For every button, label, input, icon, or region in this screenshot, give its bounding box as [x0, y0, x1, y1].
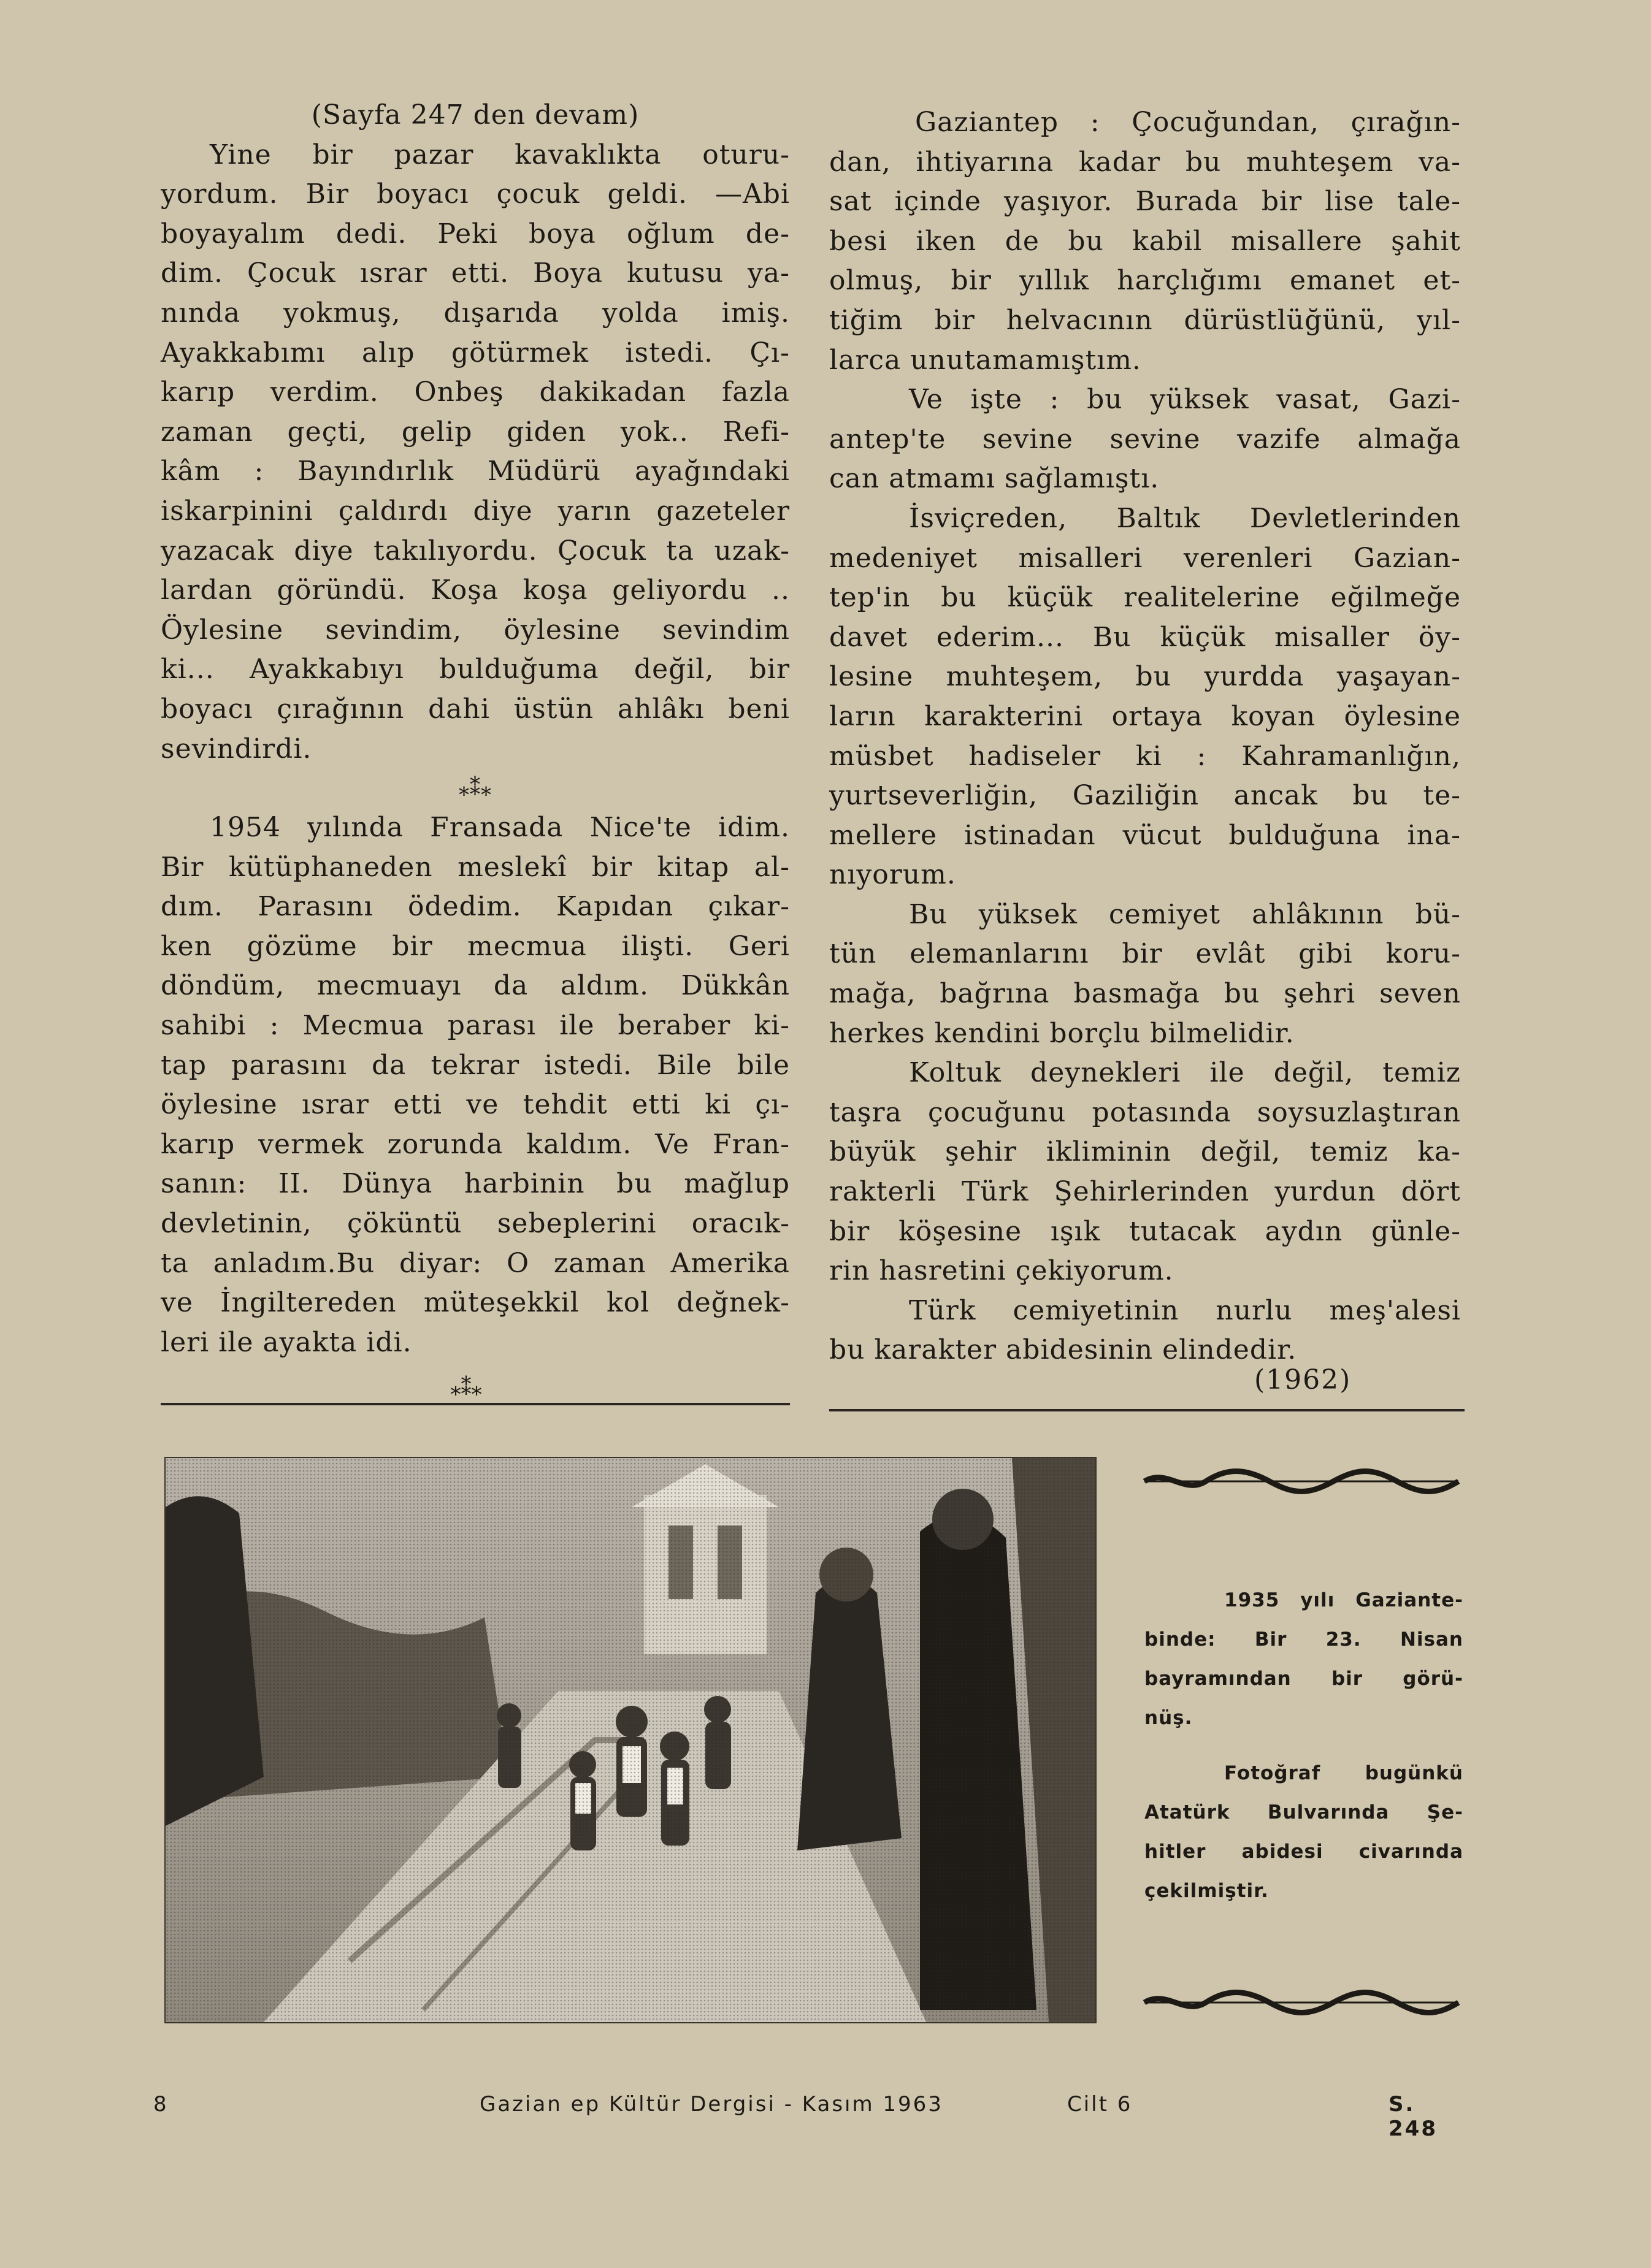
text-line: tün elemanlarını bir evlât gibi koru-: [829, 938, 1461, 970]
text-line: bir köşesine ışık tutacak aydın günle-: [829, 1215, 1461, 1247]
right-column: [829, 103, 1461, 1370]
text-line: yazacak diye takılıyordu. Çocuk ta uzak-: [161, 535, 790, 567]
caption-line: Fotoğraf bugünkü: [1224, 1762, 1463, 1784]
text-line: nında yokmuş, dışarıda yolda imiş.: [161, 297, 790, 329]
right-paragraph-3: [829, 499, 1461, 895]
text-line: yurtseverliğin, Gaziliğin ancak bu te-: [829, 780, 1461, 812]
text-line: mellere istinadan vücut bulduğuna ina-: [829, 819, 1461, 851]
left-paragraph-1: [161, 136, 790, 769]
continued-note: (Sayfa 247 den devam): [311, 99, 640, 131]
photo-illustration: [166, 1458, 1095, 2022]
text-line: lardan göründü. Koşa koşa geliyordu ..: [161, 575, 790, 606]
text-line: Koltuk deynekleri ile değil, temiz: [909, 1057, 1461, 1089]
caption-line: çekilmiştir.: [1144, 1880, 1269, 1902]
right-paragraph-1: [829, 103, 1461, 380]
text-line: ken gözüme bir mecmua ilişti. Geri: [161, 930, 790, 962]
text-line: Gaziantep : Çocuğundan, çırağın-: [915, 107, 1461, 138]
text-line: karıp verdim. Onbeş dakikadan fazla: [161, 376, 790, 408]
right-paragraph-4: [829, 895, 1461, 1053]
text-line: ve İngiltereden müteşekkil kol değnek-: [161, 1287, 790, 1319]
section-separator: ⁎⁑⁎: [459, 776, 492, 801]
left-column: [161, 96, 790, 1362]
text-line: dan, ihtiyarına kadar bu muhteşem va-: [829, 146, 1461, 178]
text-line: boyayalım dedi. Peki boya oğlum de-: [161, 218, 790, 250]
text-line: leri ile ayakta idi.: [161, 1326, 412, 1358]
text-line: ta anladım.Bu diyar: O zaman Amerika: [161, 1247, 790, 1279]
text-line: Bir kütüphaneden meslekî bir kitap al-: [161, 851, 790, 883]
text-line: devletinin, çöküntü sebeplerini oracık-: [161, 1208, 790, 1240]
caption-line: Atatürk Bulvarında Şe-: [1144, 1801, 1463, 1823]
text-line: rin hasretini çekiyorum.: [829, 1255, 1174, 1287]
text-line: sevindirdi.: [161, 733, 312, 765]
text-line: dim. Çocuk ısrar etti. Boya kutusu ya-: [161, 258, 790, 289]
historical-photo: [164, 1457, 1097, 2023]
right-paragraph-6: [829, 1291, 1461, 1370]
journal-title: Gazian ep Kültür Dergisi - Kasım 1963: [480, 2092, 943, 2117]
text-line: lesine muhteşem, bu yurdda yaşayan-: [829, 661, 1461, 693]
text-line: Ayakkabımı alıp götürmek istedi. Çı-: [161, 337, 790, 368]
text-line: müsbet hadiseler ki : Kahramanlığın,: [829, 740, 1461, 772]
text-line: tiğim bir helvacının dürüstlüğünü, yıl-: [829, 304, 1461, 336]
text-line: can atmamı sağlamıştı.: [829, 463, 1160, 495]
text-line: İsviçreden, Baltık Devletlerinden: [909, 502, 1461, 534]
text-line: karıp vermek zorunda kaldım. Ve Fran-: [161, 1128, 790, 1160]
caption-line: nüş.: [1144, 1707, 1193, 1729]
text-line: dım. Parasını ödedim. Kapıdan çıkar-: [161, 891, 790, 923]
text-line: besi iken de bu kabil misallere şahit: [829, 225, 1461, 257]
caption-line: hitler abidesi civarında: [1144, 1841, 1463, 1863]
text-line: ların karakterini ortaya koyan öylesine: [829, 700, 1461, 732]
section-separator-bottom: ⁎⁑⁎: [450, 1376, 482, 1400]
ornament-divider-top: [1142, 1465, 1461, 1497]
page-number: 8: [153, 2092, 169, 2117]
text-line: tap parasını da tekrar istedi. Bile bile: [161, 1049, 790, 1081]
caption-line: 1935 yılı Gaziante-: [1224, 1589, 1463, 1611]
text-line: taşra çocuğunu potasında soysuzlaştıran: [829, 1096, 1461, 1128]
caption-line: bayramından bir görü-: [1144, 1668, 1463, 1690]
article-year: (1962): [1254, 1364, 1352, 1396]
text-line: 1954 yılında Fransada Nice'te idim.: [210, 812, 790, 844]
divider-rule-right: [829, 1409, 1465, 1411]
text-line: davet ederim... Bu küçük misaller öy-: [829, 621, 1461, 653]
text-line: ki... Ayakkabıyı bulduğuma değil, bir: [161, 654, 790, 685]
text-line: medeniyet misalleri verenleri Gazian-: [829, 542, 1461, 574]
page-footer: [153, 2092, 1472, 2141]
text-line: herkes kendini borçlu bilmelidir.: [829, 1017, 1295, 1049]
text-line: tep'in bu küçük realitelerine eğilmeğe: [829, 582, 1461, 614]
photo-caption: [1144, 1581, 1463, 1911]
text-line: sanın: II. Dünya harbinin bu mağlup: [161, 1168, 790, 1200]
text-line: olmuş, bir yıllık harçlığımı emanet et-: [829, 265, 1461, 297]
right-paragraph-2: [829, 380, 1461, 499]
text-line: döndüm, mecmuayı da aldım. Dükkân: [161, 970, 790, 1002]
right-paragraph-5: [829, 1053, 1461, 1291]
text-line: sahibi : Mecmua parası ile beraber ki-: [161, 1010, 790, 1042]
text-line: Yine bir pazar kavaklıkta oturu-: [210, 139, 790, 170]
text-line: Ve işte : bu yüksek vasat, Gazi-: [909, 384, 1461, 416]
text-line: Öylesine sevindim, öylesine sevindim: [161, 614, 790, 646]
text-line: bu karakter abidesinin elindedir.: [829, 1334, 1297, 1366]
text-line: büyük şehir ikliminin değil, temiz ka-: [829, 1136, 1461, 1168]
text-line: nıyorum.: [829, 859, 956, 891]
text-line: yordum. Bir boyacı çocuk geldi. —Abi: [161, 178, 790, 210]
divider-rule-left: [161, 1403, 790, 1405]
text-line: iskarpinini çaldırdı diye yarın gazeteler: [161, 495, 790, 527]
text-line: zaman geçti, gelip giden yok.. Refi-: [161, 416, 790, 448]
left-paragraph-2: [161, 808, 790, 1362]
text-line: boyacı çırağının dahi üstün ahlâkı beni: [161, 693, 790, 725]
caption-line: binde: Bir 23. Nisan: [1144, 1628, 1463, 1651]
text-line: Türk cemiyetinin nurlu meş'alesi: [909, 1294, 1461, 1326]
text-line: öylesine ısrar etti ve tehdit etti ki çı-: [161, 1089, 790, 1121]
volume-label: Cilt 6: [1067, 2092, 1133, 2117]
text-line: Bu yüksek cemiyet ahlâkının bü-: [909, 898, 1461, 930]
ornament-divider-bottom: [1142, 1987, 1461, 2018]
text-line: sat içinde yaşıyor. Burada bir lise tale-: [829, 186, 1461, 218]
text-line: larca unutamamıştım.: [829, 344, 1141, 376]
text-line: kâm : Bayındırlık Müdürü ayağındaki: [161, 456, 790, 487]
text-line: rakterli Türk Şehirlerinden yurdun dört: [829, 1176, 1461, 1208]
text-line: antep'te sevine sevine vazife almağa: [829, 423, 1461, 455]
issue-page-label: S. 248: [1389, 2092, 1438, 2141]
text-line: mağa, bağrına basmağa bu şehri seven: [829, 978, 1461, 1010]
